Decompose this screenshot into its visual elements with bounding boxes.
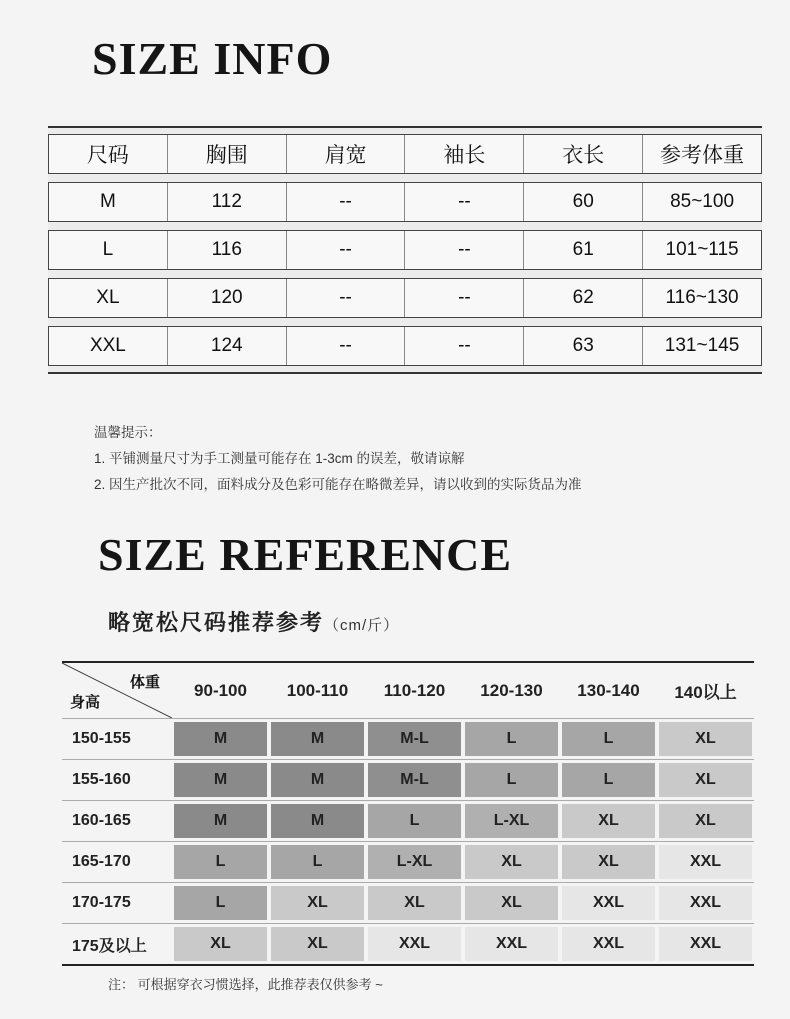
weight-column-header: 130-140 — [577, 680, 640, 700]
size-info-cell: XXL — [48, 327, 167, 365]
size-info-cell: 101~115 — [642, 231, 762, 269]
size-info-cell: 112 — [167, 183, 286, 221]
corner-weight-label: 体重 — [129, 674, 160, 691]
recommended-size-cell: XL — [271, 927, 364, 961]
tips-line: 2. 因生产批次不同，面料成分及色彩可能存在略微差异，请以收到的实际货品为准 — [94, 477, 582, 492]
size-info-row — [48, 326, 762, 366]
table-rule — [48, 372, 762, 374]
recommended-size-cell: XXL — [562, 927, 655, 961]
recommended-size-cell: L — [174, 886, 267, 920]
size-info-cell: -- — [404, 183, 523, 221]
size-info-cell: -- — [404, 279, 523, 317]
size-info-header-row — [48, 134, 762, 174]
size-info-row — [48, 278, 762, 318]
table-corner — [62, 663, 172, 718]
weight-column-header: 120-130 — [480, 680, 543, 700]
size-info-cell: 131~145 — [642, 327, 762, 365]
size-info-header-cell: 参考体重 — [642, 135, 762, 173]
recommended-size-cell: XL — [562, 845, 655, 879]
height-row-label: 160-165 — [72, 812, 131, 829]
size-info-header-cell: 衣长 — [523, 135, 642, 173]
size-info-title: SIZE INFO — [92, 33, 333, 84]
size-reference-subtitle — [108, 606, 399, 637]
recommended-size-cell: XXL — [368, 927, 461, 961]
recommended-size-cell: L — [368, 804, 461, 838]
recommended-size-cell: L-XL — [465, 804, 558, 838]
tips-line: 1. 平铺测量尺寸为手工测量可能存在 1-3cm 的误差，敬请谅解 — [94, 451, 465, 466]
size-info-cell: 63 — [523, 327, 642, 365]
size-info-cell: L — [48, 231, 167, 269]
recommended-size-cell: M — [174, 763, 267, 797]
recommended-size-cell: XL — [174, 927, 267, 961]
size-reference-row — [62, 800, 754, 841]
size-reference-row — [62, 923, 754, 964]
recommended-size-cell: M — [271, 763, 364, 797]
recommended-size-cell: L — [562, 763, 655, 797]
recommended-size-cell: XL — [659, 763, 752, 797]
size-info-cell: 85~100 — [642, 183, 762, 221]
subtitle-unit: （cm/斤） — [324, 617, 400, 634]
recommended-size-cell: XL — [465, 886, 558, 920]
height-row-label: 170-175 — [72, 894, 131, 911]
size-info-cell: -- — [404, 231, 523, 269]
size-info-cell: -- — [404, 327, 523, 365]
weight-column-header: 110-120 — [383, 680, 446, 700]
height-row-label: 155-160 — [72, 771, 131, 788]
size-reference-table — [62, 661, 754, 966]
recommended-size-cell: M — [174, 722, 267, 756]
height-row-label: 150-155 — [72, 730, 131, 747]
weight-column-header: 100-110 — [286, 680, 349, 700]
size-info-cell: -- — [286, 183, 405, 221]
recommended-size-cell: L — [465, 722, 558, 756]
height-row-label: 165-170 — [72, 853, 131, 870]
size-info-cell: 120 — [167, 279, 286, 317]
footer-note: 注： 可根据穿衣习惯选择，此推荐表仅供参考 ~ — [108, 977, 383, 992]
recommended-size-cell: XXL — [659, 886, 752, 920]
corner-height-label: 身高 — [70, 694, 101, 711]
recommended-size-cell: XL — [562, 804, 655, 838]
size-info-row — [48, 230, 762, 270]
size-info-cell: 62 — [523, 279, 642, 317]
size-info-header-cell: 胸围 — [167, 135, 286, 173]
size-info-row — [48, 182, 762, 222]
recommended-size-cell: L-XL — [368, 845, 461, 879]
recommended-size-cell: M — [271, 722, 364, 756]
size-info-cell: -- — [286, 231, 405, 269]
recommended-size-cell: XXL — [659, 845, 752, 879]
size-reference-row — [62, 882, 754, 923]
size-info-cell: 124 — [167, 327, 286, 365]
size-info-cell: XL — [48, 279, 167, 317]
size-reference-title: SIZE REFERENCE — [98, 529, 513, 580]
recommended-size-cell: M — [271, 804, 364, 838]
recommended-size-cell: XXL — [659, 927, 752, 961]
tips-block — [94, 420, 582, 498]
recommended-size-cell: XL — [271, 886, 364, 920]
tips-heading: 温馨提示： — [94, 425, 162, 440]
size-info-cell: 60 — [523, 183, 642, 221]
size-reference-row — [62, 759, 754, 800]
size-info-header-cell: 尺码 — [48, 135, 167, 173]
weight-column-header: 90-100 — [194, 680, 247, 700]
recommended-size-cell: XL — [659, 722, 752, 756]
recommended-size-cell: L — [465, 763, 558, 797]
weight-column-header: 140以上 — [674, 683, 737, 702]
size-reference-header-row — [62, 663, 754, 718]
recommended-size-cell: XL — [368, 886, 461, 920]
recommended-size-cell: L — [271, 845, 364, 879]
recommended-size-cell: XXL — [562, 886, 655, 920]
size-info-cell: M — [48, 183, 167, 221]
size-info-cell: -- — [286, 327, 405, 365]
recommended-size-cell: M — [174, 804, 267, 838]
size-info-cell: 116~130 — [642, 279, 762, 317]
recommended-size-cell: XL — [465, 845, 558, 879]
recommended-size-cell: M-L — [368, 763, 461, 797]
size-info-cell: 116 — [167, 231, 286, 269]
recommended-size-cell: L — [562, 722, 655, 756]
size-info-header-cell: 肩宽 — [286, 135, 405, 173]
recommended-size-cell: XL — [659, 804, 752, 838]
size-reference-row — [62, 718, 754, 759]
size-reference-row — [62, 841, 754, 882]
recommended-size-cell: XXL — [465, 927, 558, 961]
recommended-size-cell: M-L — [368, 722, 461, 756]
height-row-label: 175及以上 — [72, 937, 147, 955]
size-info-table — [48, 126, 762, 374]
recommended-size-cell: L — [174, 845, 267, 879]
size-info-cell: -- — [286, 279, 405, 317]
size-info-cell: 61 — [523, 231, 642, 269]
subtitle-text: 略宽松尺码推荐参考 — [108, 610, 325, 635]
size-info-header-cell: 袖长 — [404, 135, 523, 173]
